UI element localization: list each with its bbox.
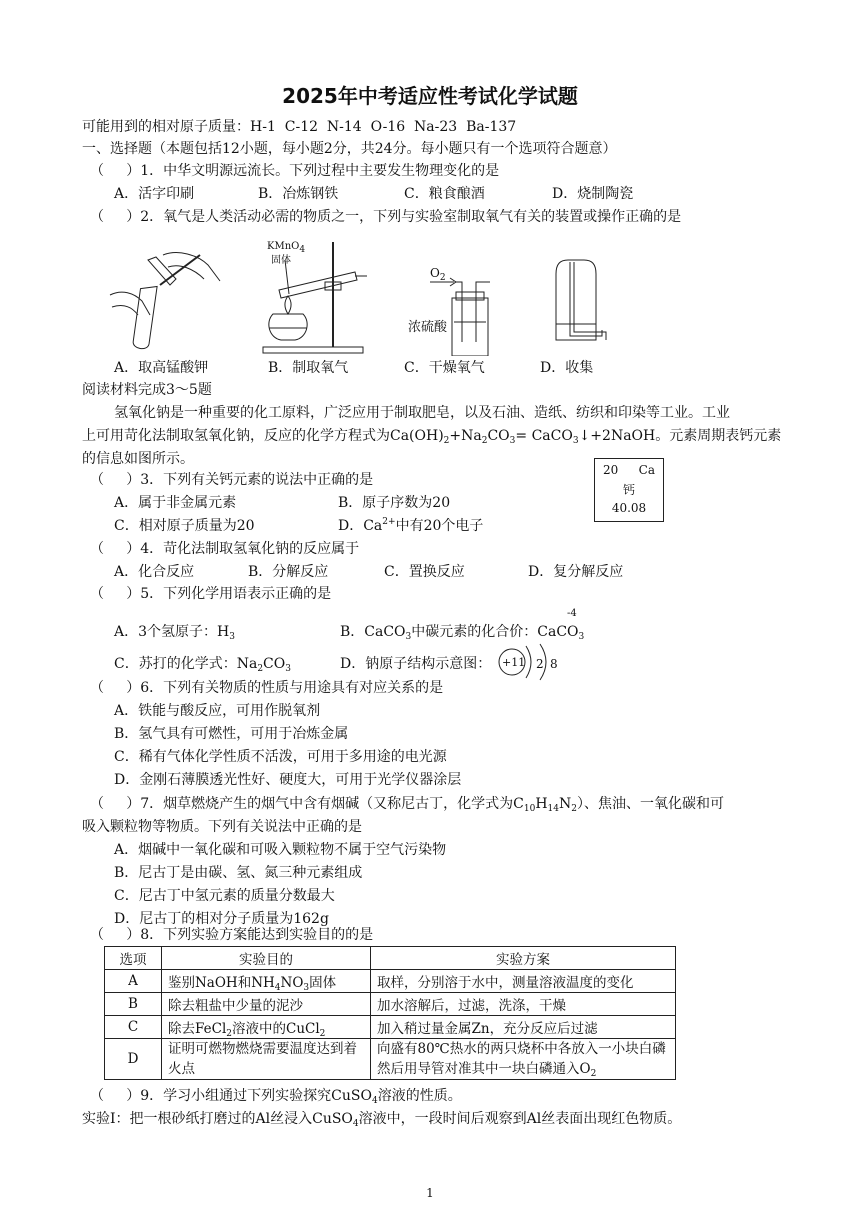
q1-stem: （ ）1．中华文明源远流长。下列过程中主要发生物理变化的是 bbox=[90, 163, 500, 179]
figure-collect bbox=[548, 258, 608, 348]
header-purpose: 实验目的 bbox=[162, 947, 371, 970]
q6-option-b: B．氢气具有可燃性，可用于冶炼金属 bbox=[114, 726, 349, 742]
q5-option-b: B．CaCO$_3$中碳元素的化合价：CaCO$_3$ bbox=[340, 624, 585, 642]
q7-option-c: C．尼古丁中氢元素的质量分数最大 bbox=[114, 888, 335, 904]
q3-option-b: B．原子序数为20 bbox=[338, 495, 451, 511]
q4-option-d: D．复分解反应 bbox=[528, 564, 624, 580]
table-header-row bbox=[105, 947, 676, 970]
acid-label: 浓硫酸 bbox=[408, 320, 448, 335]
q2-option-d: D．收集 bbox=[540, 360, 594, 376]
solid-label: 固体 bbox=[271, 255, 291, 266]
q7-option-b: B．尼古丁是由碳、氢、氮三种元素组成 bbox=[114, 865, 363, 881]
page-number: 1 bbox=[426, 1186, 434, 1200]
q5-stem: （ ）5．下列化学用语表示正确的是 bbox=[90, 586, 332, 602]
figure-dry-oxygen bbox=[428, 272, 498, 356]
q1-option-b: B．冶炼钢铁 bbox=[258, 186, 339, 202]
row-purpose: 除去FeCl$_2$溶液中的CuCl$_2$ bbox=[162, 1016, 371, 1039]
element-name: 钙 bbox=[622, 483, 635, 497]
q4-stem: （ ）4．苛化法制取氢氧化钠的反应属于 bbox=[90, 541, 360, 557]
q7-option-a: A．烟碱中一氧化碳和可吸入颗粒物不属于空气污染物 bbox=[114, 842, 447, 858]
q7-option-d: D．尼古丁的相对分子质量为162g bbox=[114, 911, 329, 927]
q6-option-d: D．金刚石薄膜透光性好、硬度大，可用于光学仪器涂层 bbox=[114, 772, 462, 788]
q6-stem: （ ）6．下列有关物质的性质与用途具有对应关系的是 bbox=[90, 680, 444, 696]
passage-line-2: 上可用苛化法制取氢氧化钠，反应的化学方程式为$Ca(OH)_2+Na_2CO_3=$ CaCO$_3$↓+2NaOH。元素周期表钙元素 bbox=[82, 428, 782, 446]
experiment-table bbox=[104, 946, 676, 1080]
figure-take-kmno4 bbox=[108, 245, 228, 355]
q2-stem: （ ）2．氧气是人类活动必需的物质之一，下列与实验室制取氧气有关的装置或操作正确的是 bbox=[90, 209, 682, 225]
q3-option-c: C．相对原子质量为20 bbox=[114, 518, 255, 534]
table-row bbox=[105, 970, 676, 993]
row-label: D bbox=[105, 1039, 162, 1080]
calcium-element-card bbox=[594, 458, 664, 522]
row-label: A bbox=[105, 970, 162, 993]
row-plan: 加入稍过量金属Zn，充分反应后过滤 bbox=[371, 1016, 676, 1039]
reading-instruction: 阅读材料完成3～5题 bbox=[82, 382, 212, 398]
q4-option-c: C．置换反应 bbox=[384, 564, 465, 580]
row-plan: 加水溶解后，过滤，洗涤，干燥 bbox=[371, 993, 676, 1016]
q4-option-b: B．分解反应 bbox=[248, 564, 329, 580]
row-label: B bbox=[105, 993, 162, 1016]
q4-option-a: A．化合反应 bbox=[114, 564, 195, 580]
passage-line-1: 氢氧化钠是一种重要的化工原料，广泛应用于制取肥皂，以及石油、造纸、纺织和印染等工业。工业 bbox=[114, 405, 730, 421]
header-option: 选项 bbox=[105, 947, 162, 970]
page-title: 2025年中考适应性考试化学试题 bbox=[282, 84, 578, 108]
valence-mark: -4 bbox=[567, 608, 577, 619]
section-heading: 一、选择题（本题包括12小题，每小题2分，共24分。每小题只有一个选项符合题意） bbox=[82, 141, 617, 157]
header-plan: 实验方案 bbox=[371, 947, 676, 970]
q3-option-a: A．属于非金属元素 bbox=[114, 495, 237, 511]
q7-stem-2: 吸入颗粒物等物质。下列有关说法中正确的是 bbox=[82, 819, 362, 835]
q9-experiment-1: 实验Ⅰ：把一根砂纸打磨过的Al丝浸入CuSO$_4$溶液中，一段时间后观察到Al丝表面出现红色物质。 bbox=[82, 1111, 682, 1129]
q9-stem: （ ）9．学习小组通过下列实验探究CuSO$_4$溶液的性质。 bbox=[90, 1088, 462, 1106]
row-purpose: 除去粗盐中少量的泥沙 bbox=[162, 993, 371, 1016]
element-mass: 40.08 bbox=[611, 501, 647, 515]
table-row bbox=[105, 993, 676, 1016]
table-row bbox=[105, 1016, 676, 1039]
shell-2-electrons: 8 bbox=[550, 657, 558, 671]
table-row bbox=[105, 1039, 676, 1080]
kmno4-label: KMnO$_4$ bbox=[267, 241, 306, 255]
row-plan: 取样，分别溶于水中，测量溶液温度的变化 bbox=[371, 970, 676, 993]
nucleus-charge: +11 bbox=[502, 656, 526, 669]
o2-label: $O_2$ bbox=[430, 266, 446, 283]
q6-option-a: A．铁能与酸反应，可用作脱氧剂 bbox=[114, 703, 321, 719]
q2-option-a: A．取高锰酸钾 bbox=[114, 360, 209, 376]
element-symbol: Ca bbox=[638, 463, 655, 477]
row-label: C bbox=[105, 1016, 162, 1039]
q8-stem: （ ）8．下列实验方案能达到实验目的的是 bbox=[90, 927, 374, 943]
q1-option-c: C．粮食酿酒 bbox=[404, 186, 485, 202]
row-plan: 向盛有80℃热水的两只烧杯中各放入一小块白磷然后用导管对准其中一块白磷通入$O_2$ bbox=[371, 1039, 676, 1080]
q2-option-b: B．制取氧气 bbox=[268, 360, 349, 376]
element-number: 20 bbox=[603, 463, 619, 477]
q7-stem-1: （ ）7．烟草燃烧产生的烟气中含有烟碱（又称尼古丁，化学式为$C_{10}H_{14}N_2$）、焦油、一氧化碳和可 bbox=[90, 796, 724, 814]
row-purpose: 证明可燃物燃烧需要温度达到着火点 bbox=[162, 1039, 371, 1080]
q6-option-c: C．稀有气体化学性质不活泼，可用于多用途的电光源 bbox=[114, 749, 447, 765]
row-purpose: 鉴别NaOH和$NH_4NO_3$固体 bbox=[162, 970, 371, 993]
q3-stem: （ ）3．下列有关钙元素的说法中正确的是 bbox=[90, 472, 374, 488]
passage-line-3: 的信息如图所示。 bbox=[82, 451, 194, 467]
q5-option-c: C．苏打的化学式：$Na_2CO_3$ bbox=[114, 656, 291, 674]
q2-option-c: C．干燥氧气 bbox=[404, 360, 485, 376]
q1-option-a: A．活字印刷 bbox=[114, 186, 195, 202]
q5-option-d: D．钠原子结构示意图： bbox=[340, 656, 492, 672]
shell-1-electrons: 2 bbox=[536, 657, 544, 671]
q1-option-d: D．烧制陶瓷 bbox=[552, 186, 634, 202]
q5-option-a: A．3个氢原子：$H_3$ bbox=[114, 624, 235, 642]
atomic-masses: 可能用到的相对原子质量：H-1 C-12 N-14 O-16 Na-23 Ba-137 bbox=[82, 119, 517, 135]
q3-option-d: D．$Ca^{2+}$中有20个电子 bbox=[338, 517, 484, 534]
